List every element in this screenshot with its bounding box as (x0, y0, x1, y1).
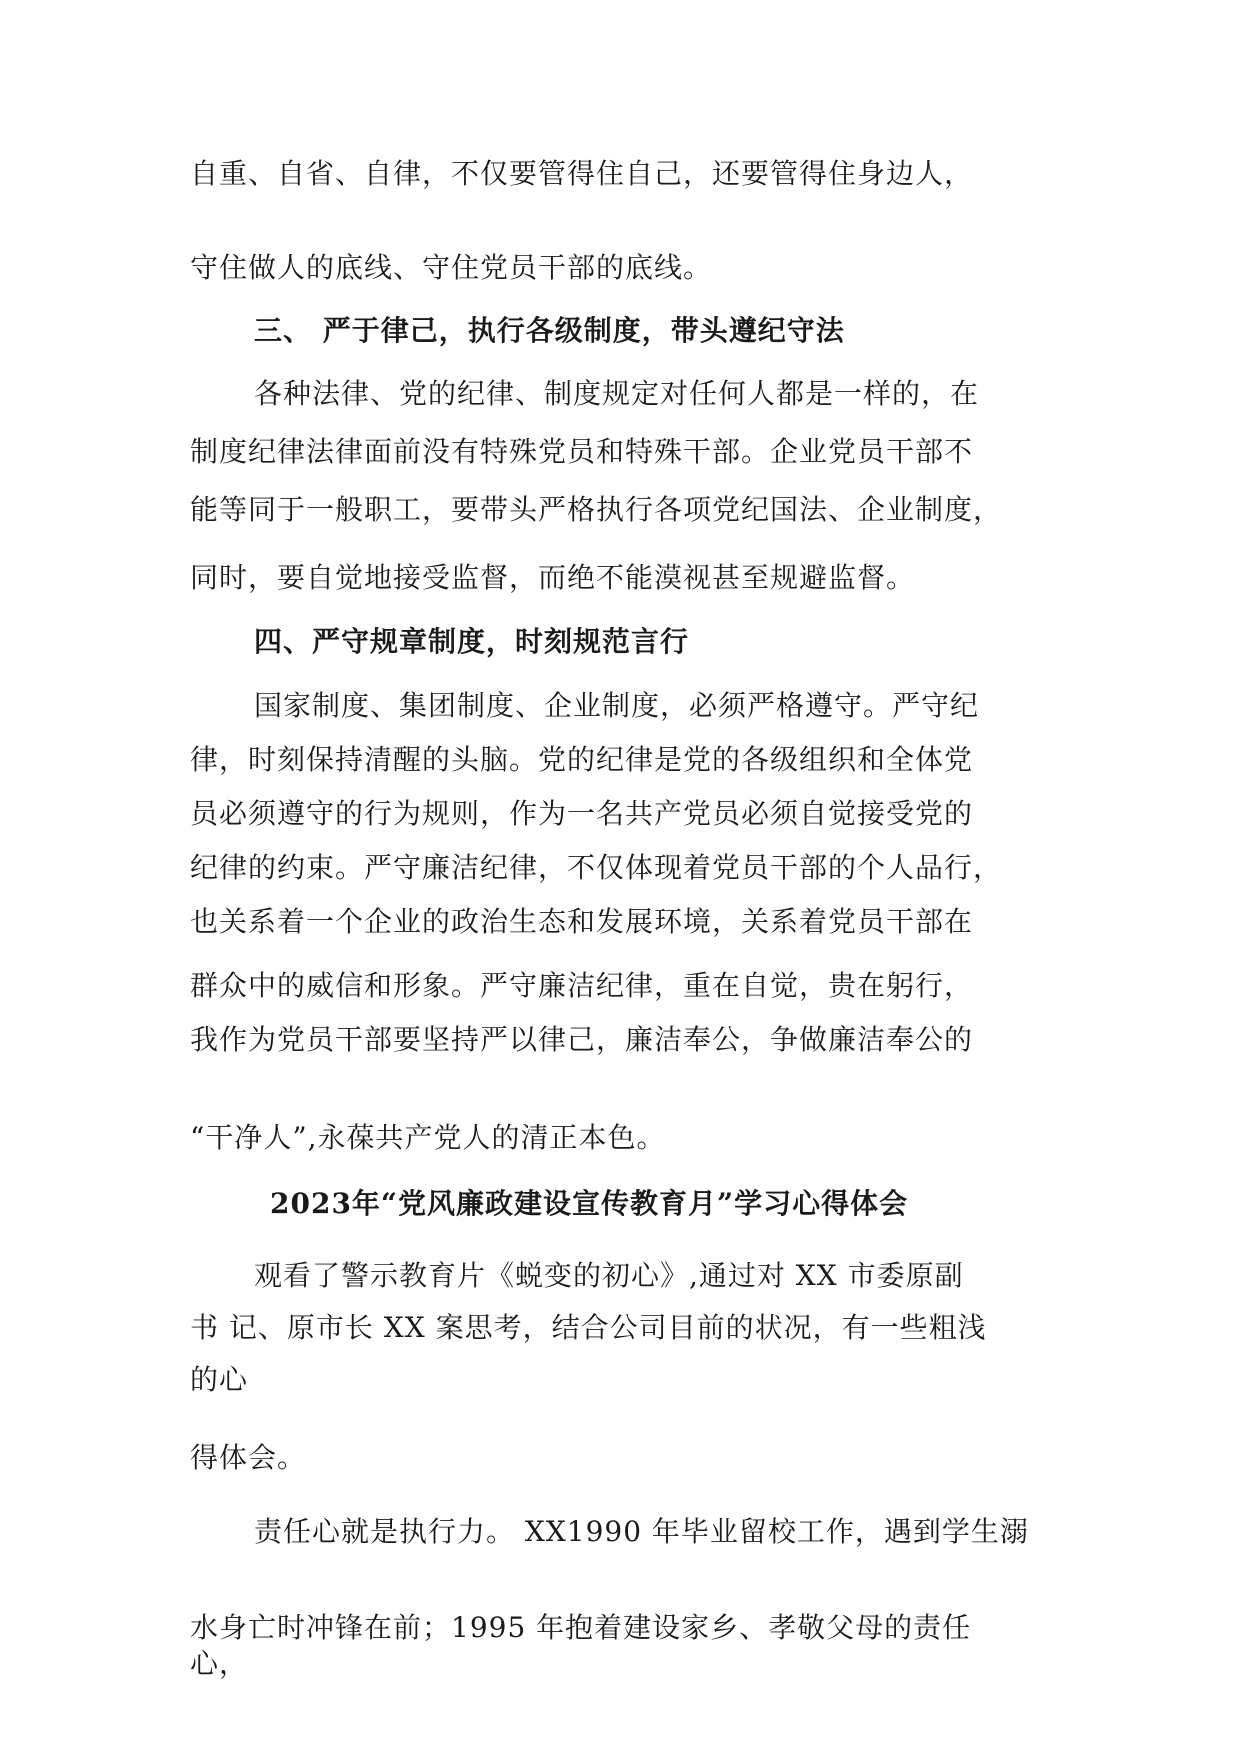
paragraph-line: 自重、自省、自律，不仅要管得住自己，还要管得住身边人， (190, 157, 974, 190)
paragraph-line: 责任心就是执行力。 XX1990 年毕业留校工作，遇到学生溺 (254, 1515, 1029, 1548)
paragraph-line: 各种法律、党的纪律、制度规定对任何人都是一样的，在 (254, 377, 980, 410)
article-title: 2023年“党风廉政建设宣传教育月”学习心得体会 (270, 1187, 909, 1220)
paragraph-line: 心， (190, 1647, 249, 1680)
paragraph-line: “干净人”,永葆共产党人的清正本色。 (190, 1121, 666, 1154)
paragraph-line: 员必须遵守的行为规则，作为一名共产党员必须自觉接受党的 (190, 797, 974, 830)
paragraph-line: 守住做人的底线、守住党员干部的底线。 (190, 251, 713, 284)
paragraph-line: 我作为党员干部要坚持严以律己，廉洁奉公，争做廉洁奉公的 (190, 1023, 974, 1056)
section-heading-4: 四、严守规章制度，时刻规范言行 (254, 625, 690, 658)
paragraph-line: 水身亡时冲锋在前；1995 年抱着建设家乡、孝敬父母的责任 (190, 1611, 972, 1644)
paragraph-line: 制度纪律法律面前没有特殊党员和特殊干部。企业党员干部不 (190, 435, 974, 468)
paragraph-line: 国家制度、集团制度、企业制度，必须严格遵守。严守纪 (254, 689, 980, 722)
paragraph-line: 得体会。 (190, 1441, 307, 1474)
paragraph-line: 书 记、原市长 XX 案思考，结合公司目前的状况，有一些粗浅 (190, 1311, 987, 1344)
paragraph-line: 观看了警示教育片《蜕变的初心》,通过对 XX 市委原副 (254, 1259, 964, 1292)
paragraph-line: 也关系着一个企业的政治生态和发展环境，关系着党员干部在 (190, 905, 974, 938)
section-heading-3: 三、 严于律己，执行各级制度，带头遵纪守法 (254, 314, 845, 347)
paragraph-line: 纪律的约束。严守廉洁纪律，不仅体现着党员干部的个人品行， (190, 851, 1003, 884)
paragraph-line: 的心 (190, 1363, 249, 1396)
paragraph-line: 律，时刻保持清醒的头脑。党的纪律是党的各级组织和全体党 (190, 743, 974, 776)
paragraph-line: 群众中的威信和形象。严守廉洁纪律，重在自觉，贵在躬行， (190, 969, 974, 1002)
paragraph-line: 同时，要自觉地接受监督，而绝不能漠视甚至规避监督。 (190, 561, 916, 594)
paragraph-line: 能等同于一般职工，要带头严格执行各项党纪国法、企业制度， (190, 493, 1003, 526)
